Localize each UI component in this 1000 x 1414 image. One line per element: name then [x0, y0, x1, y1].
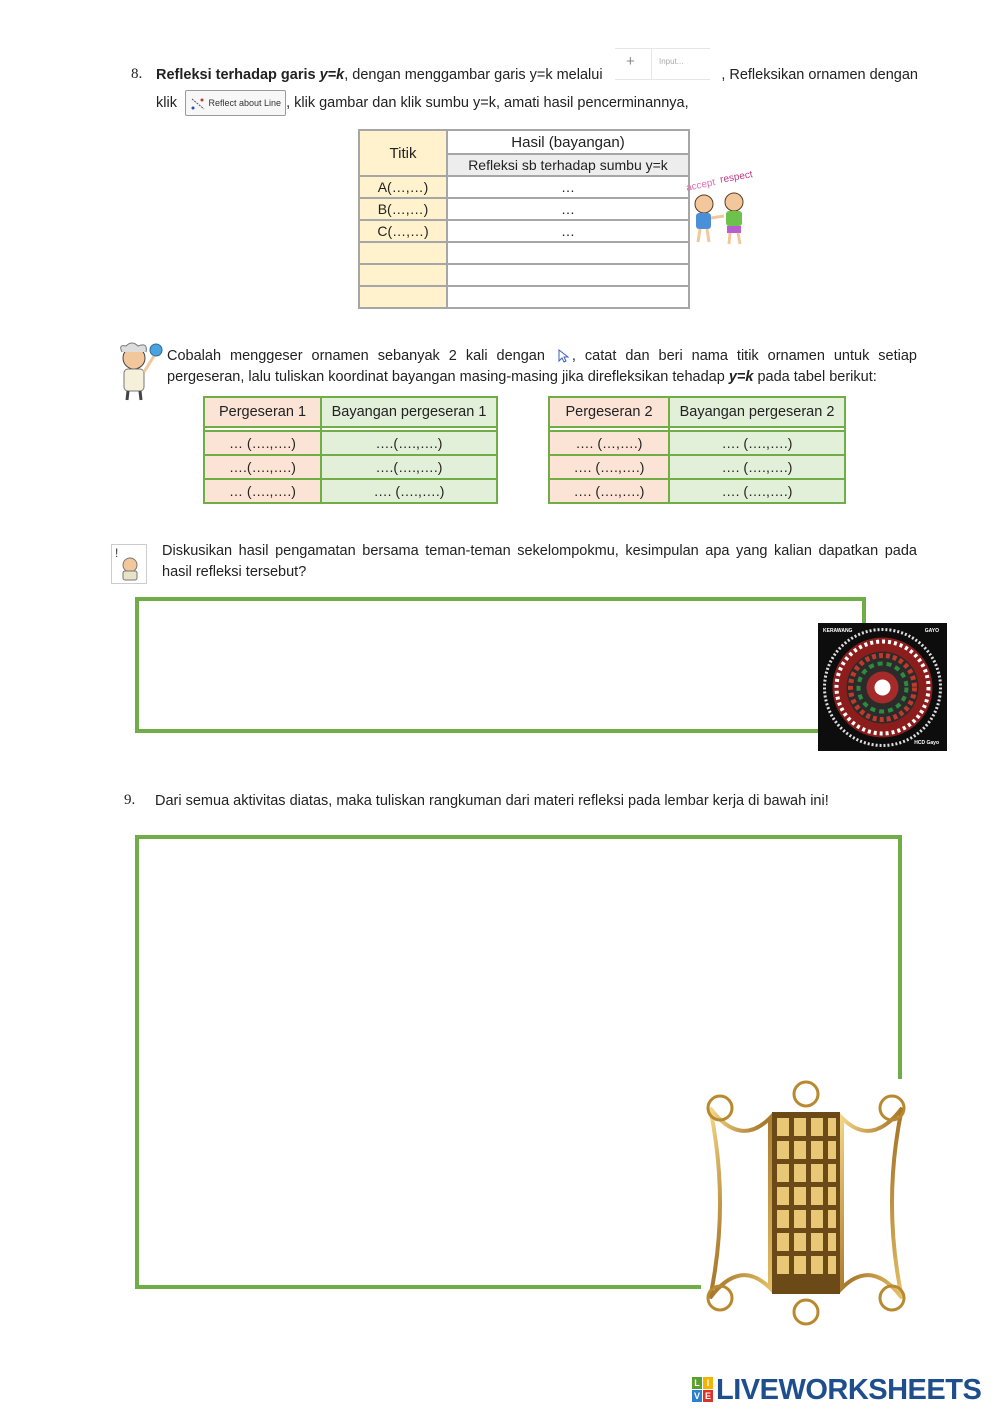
pergeseran-1-header: Pergeseran 1 — [204, 397, 321, 427]
q8-title-italic: y=k — [319, 67, 345, 83]
q9-text: Dari semua aktivitas diatas, maka tuliskan rangkuman dari materi refleksi pada lembar kerja di bawah ini! — [155, 793, 829, 809]
hasil-header: Hasil (bayangan) — [447, 130, 689, 154]
professor-icon — [114, 342, 166, 402]
hasil-subheader: Refleksi sb terhadap sumbu y=k — [447, 154, 689, 176]
bayangan-2-cell[interactable]: …. (….,….) — [669, 455, 845, 479]
hcd-gayo-label: HCD Gayo — [914, 740, 939, 746]
golden-ornament-icon — [700, 1078, 912, 1328]
hasil-cell[interactable]: … — [447, 220, 689, 242]
discussion-answer-box[interactable] — [135, 597, 866, 733]
logo-letter: L — [692, 1377, 702, 1389]
pergeseran-1-cell[interactable]: … (….,….) — [204, 431, 321, 455]
pergeseran-1-cell[interactable]: ….(….,….) — [204, 455, 321, 479]
logo-letter: E — [704, 1391, 711, 1401]
hasil-cell[interactable] — [447, 242, 689, 264]
hasil-cell[interactable] — [447, 264, 689, 286]
instruction-text3: pada tabel berikut: — [757, 369, 877, 385]
q8-text3-post: , klik gambar dan klik sumbu y=k, amati hasil pencerminannya, — [286, 94, 689, 111]
titik-cell[interactable]: A(…,…) — [359, 176, 447, 198]
kerawang-mandala-icon — [822, 627, 943, 748]
pergeseran-2-table — [548, 396, 846, 504]
reflect-about-line-label: Reflect about Line — [208, 98, 282, 108]
sticker-word-respect: respect — [719, 169, 754, 186]
bayangan-1-cell[interactable]: …. (….,….) — [321, 479, 497, 503]
bayangan-2-header: Bayangan pergeseran 2 — [669, 397, 845, 427]
live-blocks-icon — [692, 1377, 714, 1403]
logo-letter: I — [703, 1377, 713, 1389]
bayangan-2-cell[interactable]: …. (….,….) — [669, 431, 845, 455]
geogebra-input-box[interactable] — [615, 48, 710, 80]
q8-title: Refleksi terhadap garis — [156, 67, 316, 83]
pergeseran-1-cell[interactable]: … (….,….) — [204, 479, 321, 503]
bayangan-2-cell[interactable]: …. (….,….) — [669, 479, 845, 503]
titik-cell[interactable]: C(…,…) — [359, 220, 447, 242]
hasil-cell[interactable]: … — [447, 176, 689, 198]
hasil-cell[interactable] — [447, 286, 689, 308]
brand-name: LIVEWORKSHEETS — [716, 1374, 982, 1406]
titik-cell[interactable] — [359, 264, 447, 286]
discussion-icon — [111, 544, 147, 584]
logo-letter: V — [693, 1391, 700, 1401]
pergeseran-2-header: Pergeseran 2 — [549, 397, 669, 427]
input-placeholder: Input... — [659, 57, 684, 66]
svg-text:!: ! — [115, 546, 119, 560]
bayangan-1-cell[interactable]: ….(….,….) — [321, 431, 497, 455]
pergeseran-2-cell[interactable]: …. (….,….) — [549, 479, 669, 503]
kerawang-label: KERAWANG — [823, 628, 853, 634]
titik-cell[interactable] — [359, 286, 447, 308]
instruction-text — [167, 346, 917, 388]
q8-line2 — [156, 90, 689, 116]
kerawang-gayo-image — [818, 623, 947, 751]
titik-cell[interactable] — [359, 242, 447, 264]
reflect-about-line-button[interactable] — [185, 90, 286, 116]
q8-text2: , Refleksikan ornamen dengan — [721, 67, 918, 83]
instruction-italic: y=k — [728, 369, 754, 385]
bayangan-1-header: Bayangan pergeseran 1 — [321, 397, 497, 427]
cursor-arrow-icon — [556, 349, 570, 363]
hasil-cell[interactable]: … — [447, 198, 689, 220]
gayo-label: GAYO — [924, 628, 939, 634]
titik-table — [358, 129, 690, 309]
discuss-text: Diskusikan hasil pengamatan bersama teman-teman sekelompokmu, kesimpulan apa yang kalian dapatkan pada hasil refleksi tersebut? — [162, 543, 917, 580]
instruction-text2: , catat dan beri nama titik ornamen untuk setiap pergeseran, lalu tuliskan koordinat bayangan masing-masing jika direfleksikan tehadap — [167, 348, 917, 385]
pergeseran-1-table — [203, 396, 498, 504]
instruction-text1: Cobalah menggeser ornamen sebanyak 2 kali dengan — [167, 348, 545, 364]
pergeseran-2-cell[interactable]: …. (…,….) — [549, 431, 669, 455]
q8-text1: , dengan menggambar garis y=k melalui — [344, 67, 603, 83]
reflect-line-icon — [190, 98, 206, 110]
q8-number: 8. — [131, 66, 143, 82]
q8-text3-pre: klik — [156, 94, 177, 111]
pergeseran-2-cell[interactable]: …. (….,….) — [549, 455, 669, 479]
kids-icon — [684, 190, 764, 252]
q9-number: 9. — [124, 792, 136, 808]
kids-accept-respect-illustration — [684, 168, 764, 252]
sticker-word-accept: accept — [685, 177, 717, 194]
bayangan-1-cell[interactable]: ….(….,….) — [321, 455, 497, 479]
plus-icon: + — [626, 53, 635, 70]
titik-header: Titik — [359, 130, 447, 176]
titik-cell[interactable]: B(…,…) — [359, 198, 447, 220]
